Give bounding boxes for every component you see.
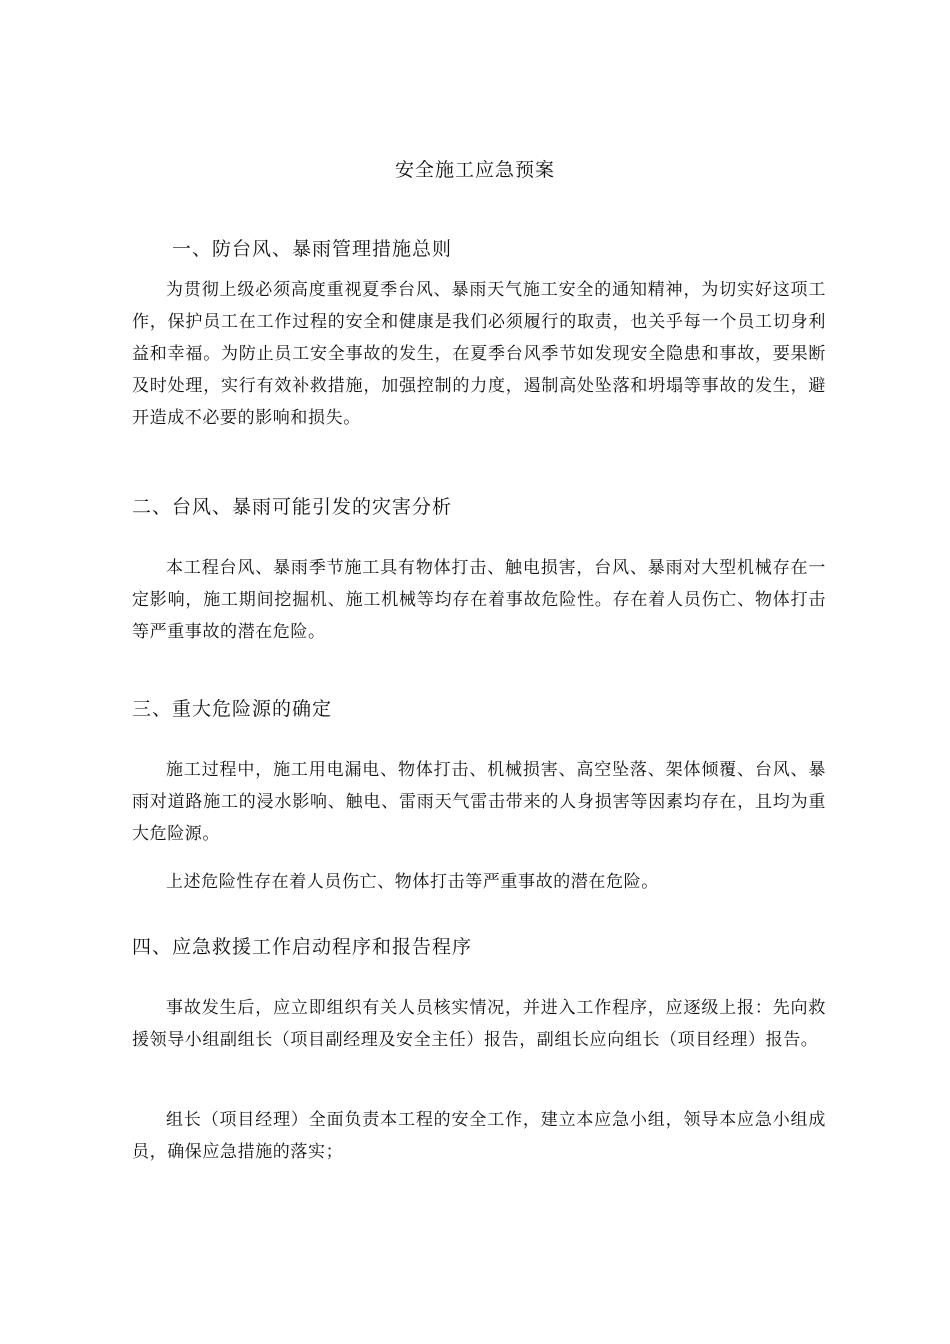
section-1-paragraph-1: 为贯彻上级必须高度重视夏季台风、暴雨天气施工安全的通知精神，为切实好这项工作，保护员工在工作过程的安全和健康是我们必须履行的取责，也关乎每一个员工切身利益和幸福。为防止员工安全事故的发生，在夏季台风季节如发现安全隐患和事故，要果断及时处理，实行有效补救措施，加强控制的力度，遏制高处坠落和坍塌等事故的发生，避开造成不必要的影响和损失。	[132, 280, 826, 428]
document-title: 安全施工应急预案	[394, 159, 555, 181]
section-heading-1: 一、防台风、暴雨管理措施总则	[172, 238, 453, 260]
section-heading-2: 二、台风、暴雨可能引发的灾害分析	[132, 496, 453, 518]
section-3-paragraph-2: 上述危险性存在着人员伤亡、物体打击等严重事故的潜在危险。	[166, 872, 659, 892]
section-3-paragraph-1: 施工过程中，施工用电漏电、物体打击、机械损害、高空坠落、架体倾覆、台风、暴雨对道路施工的浸水影响、触电、雷雨天气雷击带来的人身损害等因素均存在，且均为重大危险源。	[132, 760, 826, 844]
section-heading-3: 三、重大危险源的确定	[132, 698, 333, 720]
section-4-paragraph-2: 组长（项目经理）全面负责本工程的安全工作，建立本应急小组，领导本应急小组成员，确保应急措施的落实；	[132, 1110, 826, 1162]
section-2-paragraph-1: 本工程台风、暴雨季节施工具有物体打击、触电损害，台风、暴雨对大型机械存在一定影响，施工期间挖掘机、施工机械等均存在着事故危险性。存在着人员伤亡、物体打击等严重事故的潜在危险。	[132, 558, 826, 642]
section-4-paragraph-1: 事故发生后，应立即组织有关人员核实情况，并进入工作程序，应逐级上报：先向救援领导小组副组长（项目副经理及安全主任）报告，副组长应向组长（项目经理）报告。	[132, 998, 826, 1050]
section-heading-4: 四、应急救援工作启动程序和报告程序	[132, 936, 473, 958]
